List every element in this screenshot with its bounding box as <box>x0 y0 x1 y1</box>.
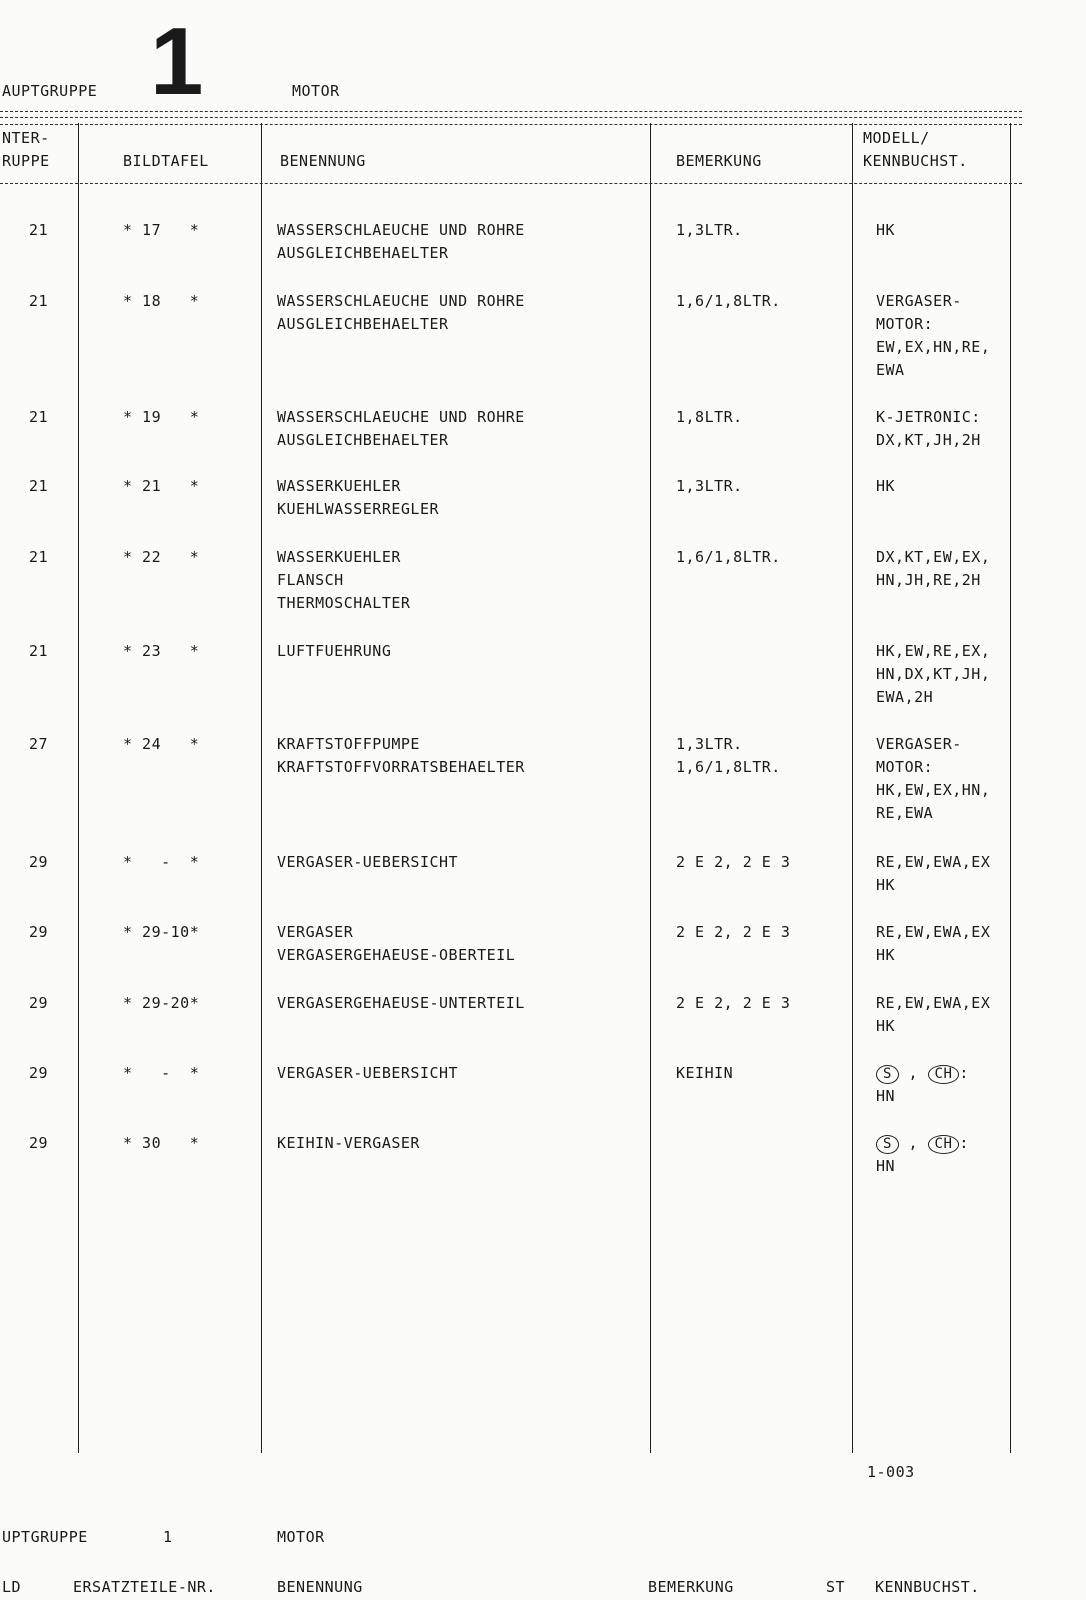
bemerkung-line: 1,6/1,8LTR. <box>676 292 781 310</box>
bildtafel-cell: * 29-20* <box>123 994 200 1012</box>
bildtafel-cell: * 24 * <box>123 735 200 753</box>
modell-line: RE,EWA <box>876 804 934 822</box>
untergruppe-cell: 21 <box>28 221 48 239</box>
bemerkung-line: 1,6/1,8LTR. <box>676 758 781 776</box>
benennung-line: VERGASER-UEBERSICHT <box>277 1064 459 1082</box>
bemerkung-cell <box>676 475 743 498</box>
next-col-benennung: BENENNUNG <box>277 1578 363 1596</box>
benennung-line: AUSGLEICHBEHAELTER <box>277 431 449 449</box>
benennung-line: KEIHIN-VERGASER <box>277 1134 420 1152</box>
country-badges <box>876 1062 969 1085</box>
untergruppe-cell: 29 <box>28 1134 48 1152</box>
bildtafel-cell: * 30 * <box>123 1134 200 1152</box>
benennung-cell <box>277 475 439 521</box>
benennung-line: WASSERSCHLAEUCHE UND ROHRE <box>277 292 525 310</box>
col-header-untergruppe: NTER- RUPPE <box>2 129 50 170</box>
modell-cell <box>876 406 981 452</box>
benennung-line: KRAFTSTOFFPUMPE <box>277 735 420 753</box>
modell-line: HN <box>876 1157 896 1175</box>
benennung-cell <box>277 921 515 967</box>
group-name: MOTOR <box>292 82 340 100</box>
country-code-badge: CH <box>928 1135 960 1154</box>
benennung-line: WASSERSCHLAEUCHE UND ROHRE <box>277 408 525 426</box>
column-divider <box>261 123 262 1453</box>
bemerkung-cell <box>676 546 781 569</box>
bemerkung-line: 1,8LTR. <box>676 408 743 426</box>
col-header-bildtafel: BILDTAFEL <box>123 152 209 170</box>
bemerkung-cell <box>676 851 790 874</box>
country-badges <box>876 1132 969 1155</box>
page-number: 1-003 <box>867 1463 915 1481</box>
untergruppe-cell: 21 <box>28 548 48 566</box>
next-group-number: 1 <box>163 1528 173 1546</box>
modell-line: HK <box>876 477 896 495</box>
bildtafel-cell: * 23 * <box>123 642 200 660</box>
next-col-bemerkung: BEMERKUNG <box>648 1578 734 1596</box>
modell-cell <box>876 1062 969 1108</box>
untergruppe-cell: 21 <box>28 477 48 495</box>
benennung-cell <box>277 733 525 779</box>
benennung-cell <box>277 992 525 1015</box>
bemerkung-line: 1,3LTR. <box>676 735 743 753</box>
untergruppe-cell: 29 <box>28 923 48 941</box>
next-col-bild: LD <box>2 1578 22 1596</box>
modell-line: RE,EW,EWA,EX <box>876 994 991 1012</box>
benennung-line: WASSERKUEHLER <box>277 548 401 566</box>
bemerkung-line: KEIHIN <box>676 1064 734 1082</box>
modell-line: HK,EW,EX,HN, <box>876 781 991 799</box>
benennung-line: AUSGLEICHBEHAELTER <box>277 244 449 262</box>
untergruppe-cell: 21 <box>28 292 48 310</box>
country-code-badge: S <box>876 1135 899 1154</box>
col-header-benennung: BENENNUNG <box>280 152 366 170</box>
benennung-line: KUEHLWASSERREGLER <box>277 500 440 518</box>
untergruppe-cell: 21 <box>28 408 48 426</box>
country-code-badge: CH <box>928 1065 960 1084</box>
modell-line: MOTOR: <box>876 315 934 333</box>
modell-line: HK,EW,RE,EX, <box>876 642 991 660</box>
untergruppe-cell: 27 <box>28 735 48 753</box>
badge-separator: , <box>898 1134 928 1152</box>
benennung-cell <box>277 640 391 663</box>
column-divider <box>78 123 79 1453</box>
modell-cell <box>876 992 990 1038</box>
bildtafel-cell: * - * <box>123 853 200 871</box>
country-code-badge: S <box>876 1065 899 1084</box>
bemerkung-cell <box>676 406 743 429</box>
group-number: 1 <box>150 8 204 115</box>
untergruppe-cell: 29 <box>28 1064 48 1082</box>
benennung-cell <box>277 406 525 452</box>
bemerkung-line: 2 E 2, 2 E 3 <box>676 994 791 1012</box>
modell-cell <box>876 921 990 967</box>
modell-line: DX,KT,EW,EX, <box>876 548 991 566</box>
next-hauptgruppe-label: UPTGRUPPE <box>2 1528 88 1546</box>
modell-line: HK <box>876 1017 896 1035</box>
col-header-bemerkung: BEMERKUNG <box>676 152 762 170</box>
benennung-cell <box>277 1062 458 1085</box>
untergruppe-cell: 29 <box>28 994 48 1012</box>
benennung-cell <box>277 1132 420 1155</box>
col-header-modell: MODELL/ KENNBUCHST. <box>863 129 968 170</box>
benennung-line: KRAFTSTOFFVORRATSBEHAELTER <box>277 758 525 776</box>
modell-line: DX,KT,JH,2H <box>876 431 981 449</box>
column-divider <box>852 123 853 1453</box>
bemerkung-cell <box>676 290 781 313</box>
bildtafel-cell: * 22 * <box>123 548 200 566</box>
modell-line: RE,EW,EWA,EX <box>876 853 991 871</box>
bildtafel-cell: * 21 * <box>123 477 200 495</box>
next-group-name: MOTOR <box>277 1528 325 1546</box>
benennung-line: WASSERKUEHLER <box>277 477 401 495</box>
bemerkung-line: 1,3LTR. <box>676 221 743 239</box>
benennung-line: VERGASERGEHAEUSE-OBERTEIL <box>277 946 516 964</box>
bemerkung-cell <box>676 921 790 944</box>
benennung-line: VERGASER <box>277 923 354 941</box>
benennung-line: THERMOSCHALTER <box>277 594 411 612</box>
badge-colon: : <box>959 1134 969 1152</box>
benennung-cell <box>277 851 458 874</box>
modell-cell <box>876 733 990 825</box>
bildtafel-cell: * 29-10* <box>123 923 200 941</box>
modell-line: RE,EW,EWA,EX <box>876 923 991 941</box>
modell-line: HN,JH,RE,2H <box>876 571 981 589</box>
modell-cell <box>876 219 895 242</box>
badge-separator: , <box>898 1064 928 1082</box>
modell-cell <box>876 546 990 592</box>
benennung-cell <box>277 219 525 265</box>
benennung-line: LUFTFUEHRUNG <box>277 642 392 660</box>
bemerkung-cell <box>676 1062 733 1085</box>
modell-cell <box>876 851 990 897</box>
benennung-cell <box>277 546 410 615</box>
column-divider <box>650 123 651 1453</box>
modell-line: HK <box>876 876 896 894</box>
next-col-kennbuchst: KENNBUCHST. <box>875 1578 980 1596</box>
untergruppe-cell: 29 <box>28 853 48 871</box>
modell-line: VERGASER- <box>876 735 962 753</box>
untergruppe-cell: 21 <box>28 642 48 660</box>
modell-cell <box>876 1132 969 1178</box>
benennung-line: FLANSCH <box>277 571 344 589</box>
modell-line: HN,DX,KT,JH, <box>876 665 991 683</box>
benennung-line: VERGASER-UEBERSICHT <box>277 853 459 871</box>
bemerkung-line: 1,6/1,8LTR. <box>676 548 781 566</box>
badge-colon: : <box>959 1064 969 1082</box>
modell-line: VERGASER- <box>876 292 962 310</box>
bildtafel-cell: * - * <box>123 1064 200 1082</box>
bemerkung-cell <box>676 733 781 779</box>
benennung-line: VERGASERGEHAEUSE-UNTERTEIL <box>277 994 525 1012</box>
bemerkung-cell <box>676 992 790 1015</box>
benennung-cell <box>277 290 525 336</box>
modell-line: EW,EX,HN,RE, <box>876 338 991 356</box>
modell-line: EWA <box>876 361 905 379</box>
bildtafel-cell: * 19 * <box>123 408 200 426</box>
benennung-line: WASSERSCHLAEUCHE UND ROHRE <box>277 221 525 239</box>
modell-line: EWA,2H <box>876 688 934 706</box>
modell-cell <box>876 290 990 382</box>
next-col-st: ST <box>826 1578 846 1596</box>
header-dashed-rule <box>0 183 1022 184</box>
column-divider <box>1010 123 1011 1453</box>
modell-line: K-JETRONIC: <box>876 408 981 426</box>
modell-line: MOTOR: <box>876 758 934 776</box>
modell-line: HN <box>876 1087 896 1105</box>
hauptgruppe-label: AUPTGRUPPE <box>2 82 98 100</box>
header-double-rule <box>0 111 1022 125</box>
bemerkung-cell <box>676 219 743 242</box>
bemerkung-line: 2 E 2, 2 E 3 <box>676 923 791 941</box>
bemerkung-line: 2 E 2, 2 E 3 <box>676 853 791 871</box>
bemerkung-line: 1,3LTR. <box>676 477 743 495</box>
bildtafel-cell: * 17 * <box>123 221 200 239</box>
modell-line: HK <box>876 221 896 239</box>
modell-cell <box>876 640 990 709</box>
bildtafel-cell: * 18 * <box>123 292 200 310</box>
benennung-line: AUSGLEICHBEHAELTER <box>277 315 449 333</box>
next-col-ersatzteile: ERSATZTEILE-NR. <box>73 1578 216 1596</box>
modell-cell <box>876 475 895 498</box>
modell-line: HK <box>876 946 896 964</box>
